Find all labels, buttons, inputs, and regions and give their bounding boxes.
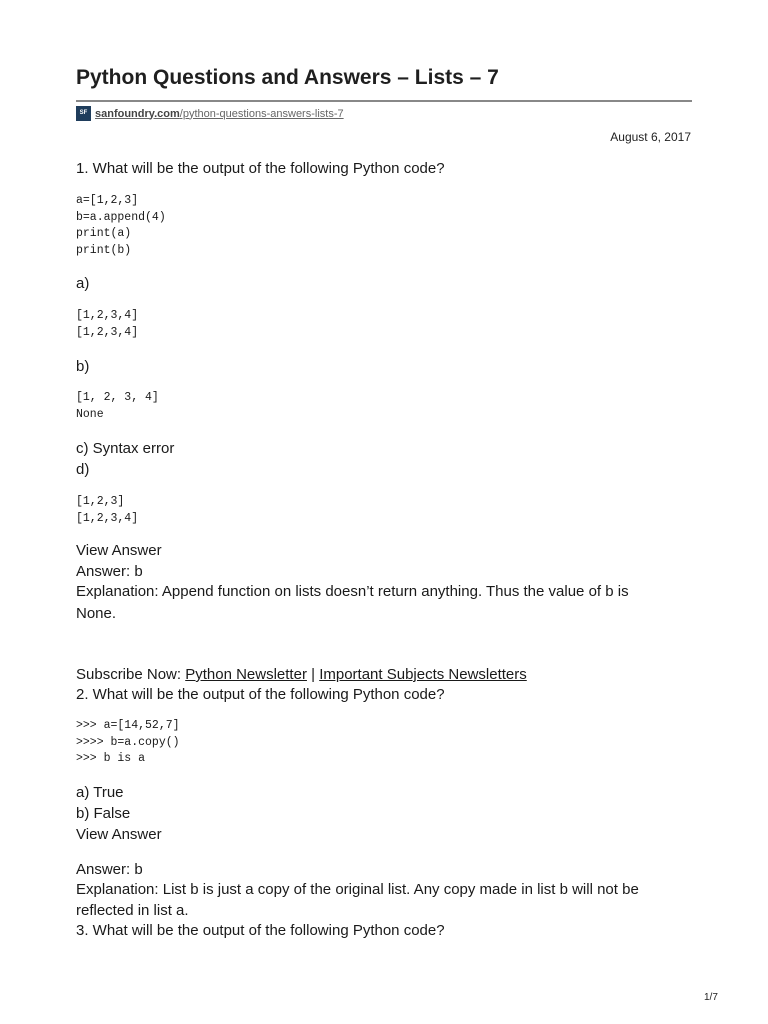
question-1-option-c: c) Syntax error <box>76 440 175 457</box>
question-1-option-d-code: [1,2,3] [1,2,3,4] <box>76 495 139 525</box>
page-title: Python Questions and Answers – Lists – 7 <box>76 66 499 89</box>
question-1-option-b-code: [1, 2, 3, 4] None <box>76 391 159 421</box>
publish-date: August 6, 2017 <box>610 130 691 144</box>
question-2-view-answer[interactable]: View Answer <box>76 826 162 843</box>
question-2-option-b: b) False <box>76 805 131 822</box>
question-2-code: >>> a=[14,52,7] >>>> b=a.copy() >>> b is a <box>76 719 180 765</box>
question-1-option-b-label: b) <box>76 358 90 375</box>
title-divider <box>76 100 692 102</box>
sanfoundry-logo-icon: SF <box>76 106 91 121</box>
question-2-option-a: a) True <box>76 784 124 801</box>
question-1-explanation-line-1: Explanation: Append function on lists doesn’t return anything. Thus the value of b is <box>76 583 629 600</box>
question-3-text: 3. What will be the output of the following Python code? <box>76 922 445 939</box>
question-1-option-a-label: a) <box>76 275 90 292</box>
question-1-answer: Answer: b <box>76 563 143 580</box>
question-1-text: 1. What will be the output of the following Python code? <box>76 160 445 177</box>
source-link-row <box>76 106 344 121</box>
question-2-text: 2. What will be the output of the following Python code? <box>76 686 445 703</box>
question-1-view-answer[interactable]: View Answer <box>76 542 162 559</box>
source-url-link[interactable]: sanfoundry.com/python-questions-answers-lists-7 <box>95 107 344 120</box>
question-2-explanation-line-1: Explanation: List b is just a copy of the original list. Any copy made in list b will not be <box>76 881 639 898</box>
page-number: 1/7 <box>704 992 718 1003</box>
important-subjects-newsletters-link[interactable]: Important Subjects Newsletters <box>319 666 527 683</box>
question-2-explanation-line-2: reflected in list a. <box>76 902 189 919</box>
question-1-explanation-line-2: None. <box>76 605 117 622</box>
question-1-option-a-code: [1,2,3,4] [1,2,3,4] <box>76 309 139 339</box>
question-1-code: a=[1,2,3] b=a.append(4) print(a) print(b) <box>76 194 166 257</box>
question-2-answer: Answer: b <box>76 861 143 878</box>
python-newsletter-link[interactable]: Python Newsletter <box>185 666 307 683</box>
question-1-option-d-label: d) <box>76 461 90 478</box>
subscribe-line: Subscribe Now: Python Newsletter | Important Subjects Newsletters <box>76 666 527 683</box>
